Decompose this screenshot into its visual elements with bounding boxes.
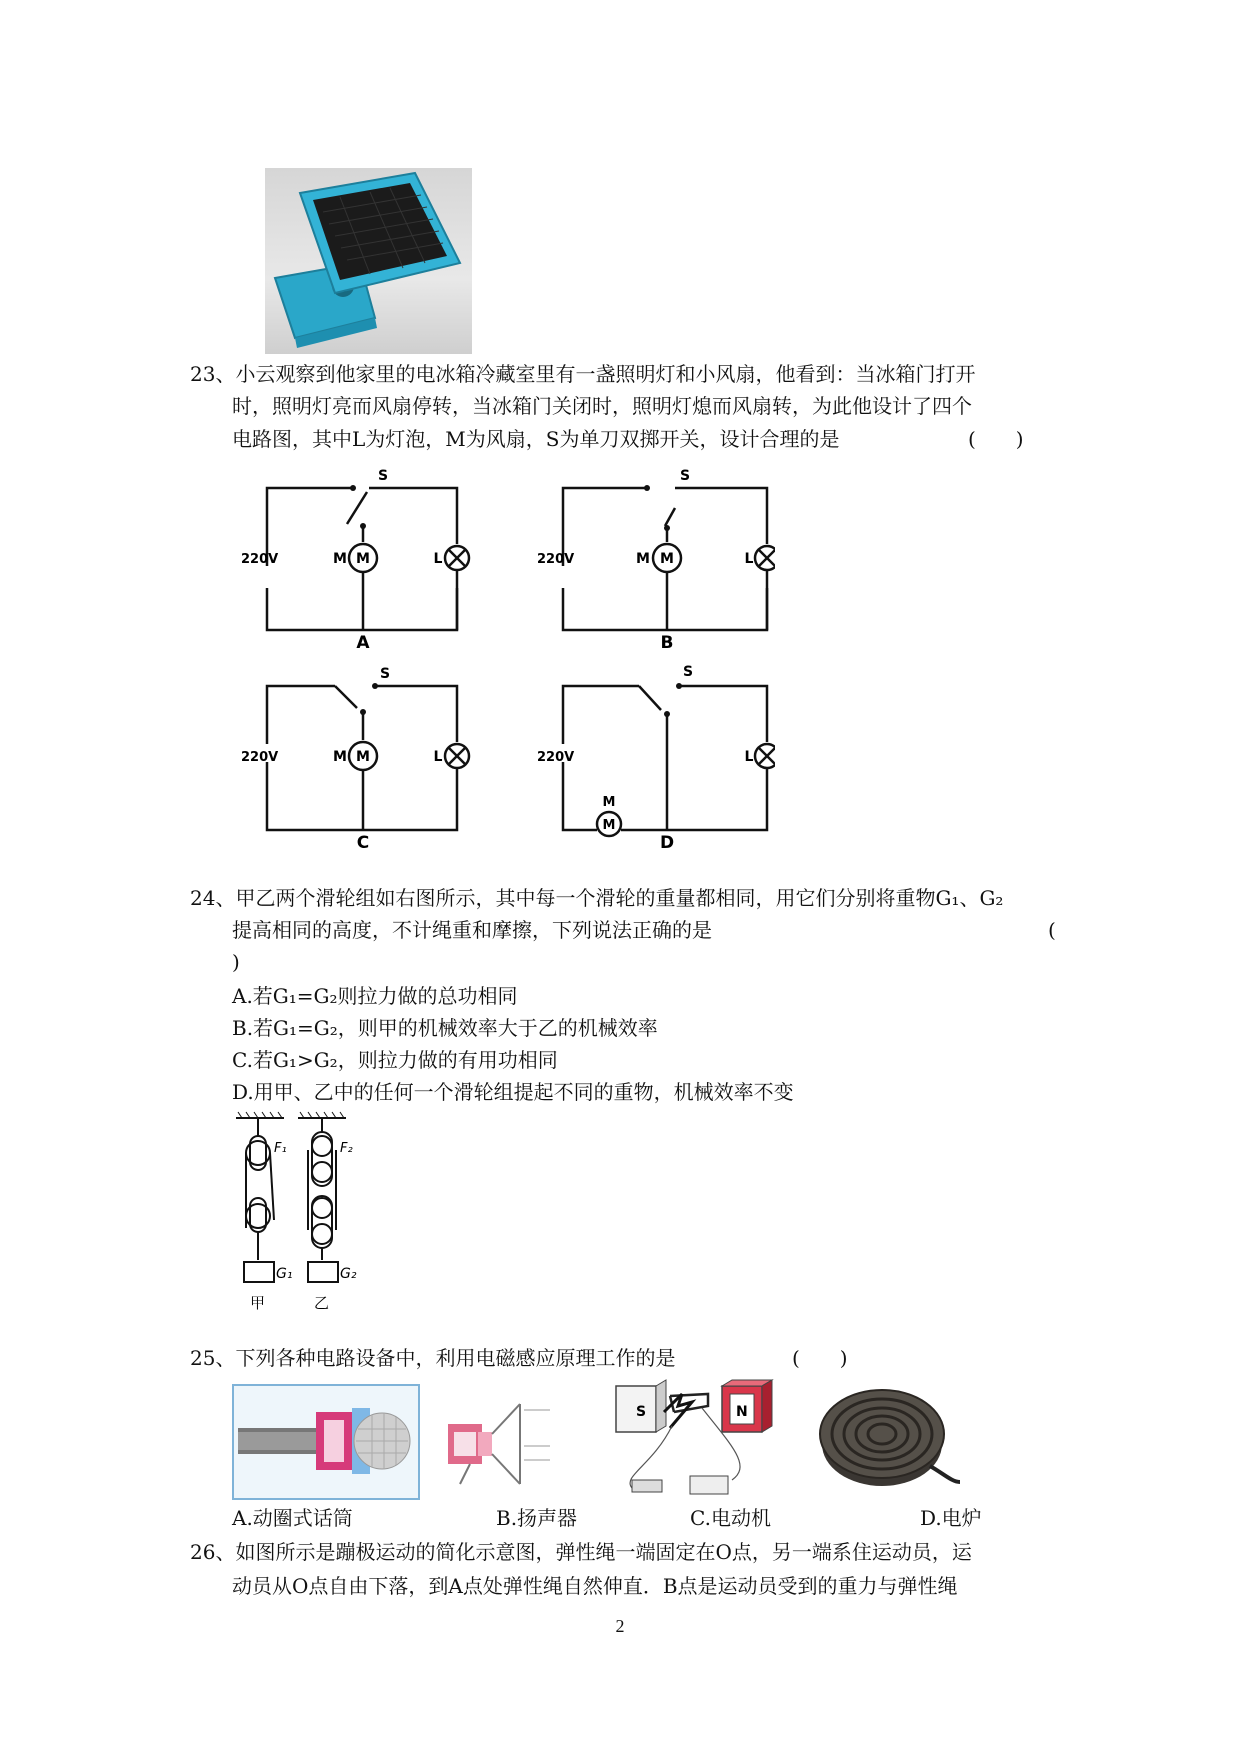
q26-line1: 26、如图所示是蹦极运动的简化示意图，弹性绳一端固定在O点，另一端系住运动员，运 [190,1540,972,1564]
switch-label-d: S [683,664,694,680]
circuit-label-a: A [356,633,370,650]
pulley-figure [228,1110,378,1320]
lamp-label-c: L [433,749,443,765]
g1-label: G₁ [276,1266,293,1282]
yi-label: 乙 [314,1294,330,1312]
q24-line2: 提高相同的高度，不计绳重和摩擦，下列说法正确的是 [232,918,712,942]
q24-option-b: B.若G₁=G₂，则甲的机械效率大于乙的机械效率 [232,1016,658,1040]
q24-option-d: D.用甲、乙中的任何一个滑轮组提起不同的重物，机械效率不变 [232,1080,794,1104]
voltage-label-d: 220V [537,750,575,765]
q25-option-d: D.电炉 [920,1506,982,1530]
speaker-image [440,1384,580,1500]
q23-line3: 电路图，其中L为灯泡，M为风扇，S为单刀双掷开关，设计合理的是 [232,427,840,451]
solar-clip-photo [265,168,472,354]
electric-stove-image [812,1378,962,1500]
magnet-s-label: S [636,1404,647,1420]
motor-symbol-c: M [356,749,370,765]
circuit-label-c: C [356,833,370,850]
circuit-d [535,660,775,850]
q25-option-b: B.扬声器 [496,1506,578,1530]
q24-option-c: C.若G₁>G₂，则拉力做的有用功相同 [232,1048,558,1072]
switch-label-b: S [680,468,691,484]
voltage-label-b: 220V [537,552,575,567]
q25-option-c: C.电动机 [690,1506,771,1530]
q23-line1: 23、小云观察到他家里的电冰箱冷藏室里有一盏照明灯和小风扇，他看到：当冰箱门打开 [190,362,976,386]
f1-label: F₁ [274,1141,287,1156]
q23-line2: 时，照明灯亮而风扇停转，当冰箱门关闭时，照明灯熄而风扇转，为此他设计了四个 [232,394,972,418]
lamp-label-a: L [433,551,443,567]
jia-label: 甲 [250,1294,266,1312]
motor-label-c: M [333,749,347,765]
page-number: 2 [615,1616,625,1636]
q25-answer-paren: ( ) [792,1346,848,1370]
f2-label: F₂ [340,1141,353,1156]
circuit-a [235,462,475,650]
g2-label: G₂ [340,1266,357,1282]
lamp-label-d: L [744,749,754,765]
q24-paren-open: ( [1048,918,1056,942]
circuit-label-b: B [660,633,674,650]
switch-label-c: S [380,666,391,682]
motor-symbol-d: M [602,818,616,833]
magnet-n-label: N [736,1404,748,1420]
motor-label-b: M [636,551,650,567]
circuit-b [535,462,775,650]
q23-answer-paren: ( ) [968,427,1024,451]
voltage-label-c: 220V [241,750,279,765]
circuit-c [235,660,475,850]
motor-symbol-b: M [660,551,674,567]
motor-symbol-a: M [356,551,370,567]
voltage-label-a: 220V [241,552,279,567]
q25-option-a: A.动圈式话筒 [232,1506,353,1530]
solar-clip-illustration [265,168,472,354]
q25-line1: 25、下列各种电路设备中，利用电磁感应原理工作的是 [190,1346,676,1370]
microphone-image [232,1384,420,1500]
switch-label-a: S [378,468,389,484]
q24-paren-close: ) [232,950,240,974]
q24-line1: 24、甲乙两个滑轮组如右图所示，其中每一个滑轮的重量都相同，用它们分别将重物G₁、G₂ [190,886,1004,910]
lamp-label-b: L [744,551,754,567]
electric-motor-image [612,1376,780,1502]
q26-line2: 动员从O点自由下落，到A点处弹性绳自然伸直．B点是运动员受到的重力与弹性绳 [232,1574,958,1598]
circuit-label-d: D [659,833,675,850]
motor-label-d: M [602,795,616,810]
q24-option-a: A.若G₁=G₂则拉力做的总功相同 [232,984,518,1008]
motor-label-a: M [333,551,347,567]
